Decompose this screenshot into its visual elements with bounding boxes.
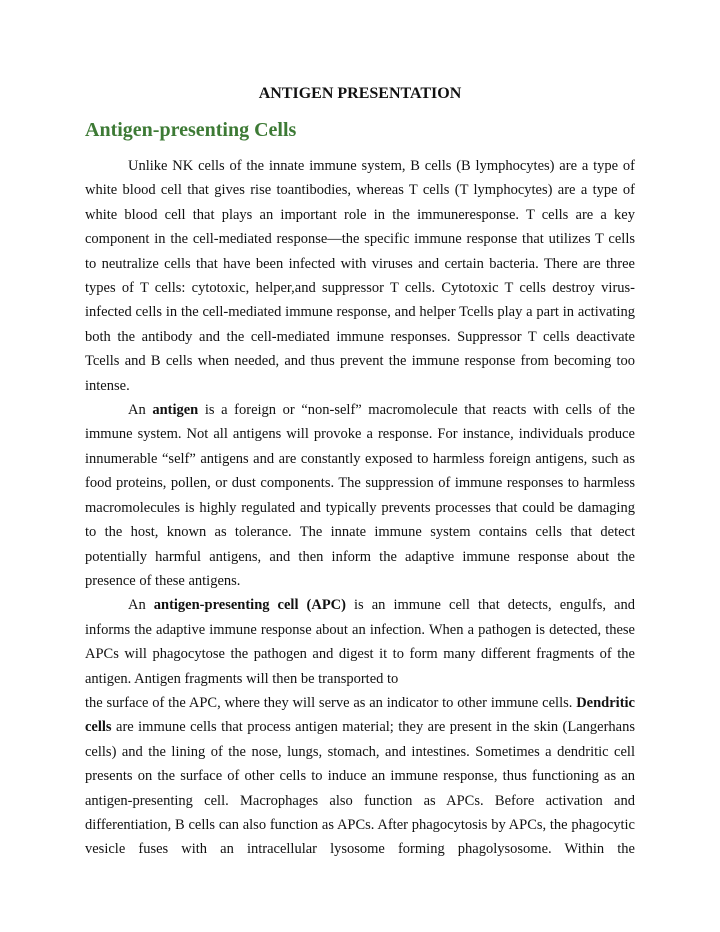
term-dendritic-cells: Dendritic cells — [85, 694, 635, 736]
paragraph-t-cells: Unlike NK cells of the innate immune system, B cells (B lymphocytes) are a type of white blood cell that gives rise toantibodies, whereas T cells (T lymphocytes) are a type of white blood cell that plays an important role in the immuneresponse. T cells are a key component in the cell-mediated response—the specific immune response that utilizes T cells to neutralize cells that have been infected with viruses and certain bacteria. There are three types of T cells: cytotoxic, helper,and suppressor T cells. Cytotoxic T cells destroy virus-infected cells in the cell-mediated immune response, and helper Tcells play a part in activating both the antibody and the cell-mediated immune responses. Suppressor T cells deactivate Tcells and B cells when needed, and thus prevent the immune response from becoming too intense. — [85, 158, 635, 394]
body-text — [85, 154, 635, 862]
paragraph-antigen — [85, 398, 635, 593]
paragraph-apc-lead: An — [128, 597, 154, 614]
paragraph-apc — [85, 593, 635, 691]
paragraph-dendritic-rest: are immune cells that process antigen material; they are present in the skin (Langerhans cells) and the lining of the nose, lungs, stomach, and intestines. Sometimes a dendritic cell presents on the surface of other cells to induce an immune response, thus functioning as an antigen-presenting cell. Macrophages also function as APCs. Before activation and differentiation, B cells can also function as APCs. After phagocytosis by APCs, the phagocytic vesicle fuses with an intracellular lysosome forming phagolysosome. Within the — [85, 719, 635, 858]
section-heading: Antigen-presenting Cells — [85, 119, 297, 141]
paragraph-antigen-rest: is a foreign or “non-self” macromolecule that reacts with cells of the immune system. Not all antigens will provoke a response. For instance, individuals produce innumerable “self” antigens and are constantly exposed to harmless foreign antigens, such as food proteins, pollen, or dust components. The suppression of immune responses to harmless macromolecules is highly regulated and typically prevents processes that could be damaging to the host, known as tolerance. The innate immune system contains cells that detect potentially harmful antigens, and then inform the adaptive immune response about the presence of these antigens. — [85, 402, 635, 589]
term-antigen-presenting-cell: antigen-presenting cell — [153, 597, 299, 614]
paragraph-dendritic-lead: the surface of the APC, where they will serve as an indicator to other immune cells. — [85, 694, 577, 711]
term-apc-abbreviation: (APC) — [298, 597, 346, 614]
paragraph-dendritic-cells — [85, 691, 635, 862]
term-antigen: antigen — [152, 402, 199, 419]
paragraph-apc-rest: is an immune cell that detects, engulfs, and informs the adaptive immune response about an infection. When a pathogen is detected, these APCs will phagocytose the pathogen and digest it to form many different fragments of the antigen. Antigen fragments will then be transported to — [85, 597, 635, 687]
document-title: ANTIGEN PRESENTATION — [258, 85, 462, 102]
paragraph-antigen-lead: An — [128, 402, 153, 419]
